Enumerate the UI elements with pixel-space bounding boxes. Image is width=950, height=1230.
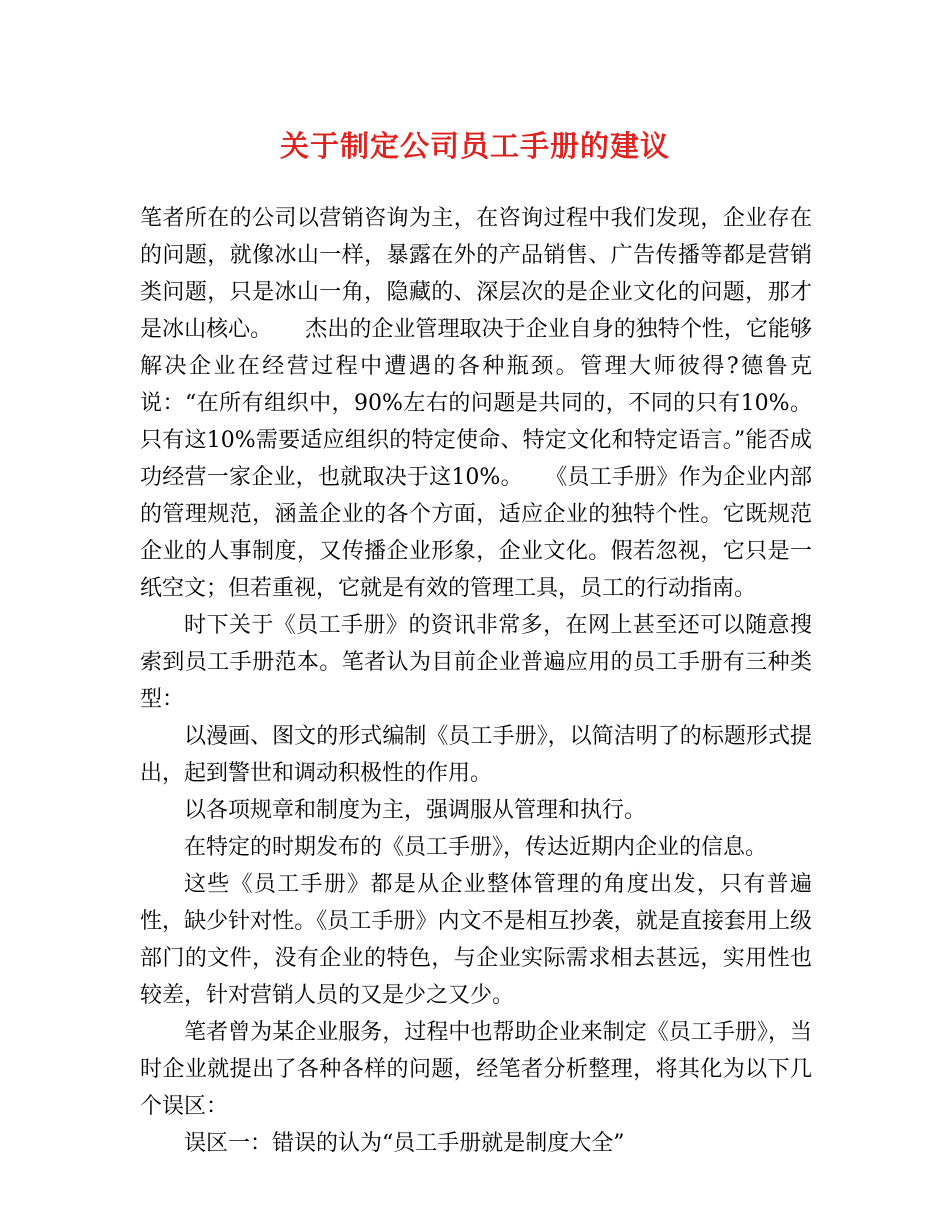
paragraph-experience: 笔者曾为某企业服务，过程中也帮助企业来制定《员工手册》，当时企业就提出了各种各样的问题，经笔者分析整理，将其化为以下几个误区： [140, 1020, 812, 1119]
paragraph-type-one: 以漫画、图文的形式编制《员工手册》，以简洁明了的标题形式提出，起到警世和调动积极性的作用。 [140, 724, 812, 786]
paragraph-type-two: 以各项规章和制度为主，强调服从管理和执行。 [184, 798, 647, 823]
paragraph-current-info: 时下关于《员工手册》的资讯非常多，在网上甚至还可以随意搜索到员工手册范本。笔者认为目前企业普遍应用的员工手册有三种类型： [140, 613, 812, 712]
paragraph-type-three: 在特定的时期发布的《员工手册》，传达近期内企业的信息。 [184, 835, 768, 860]
document-title: 关于制定公司员工手册的建议 [279, 129, 670, 163]
paragraph-misconception-one: 误区一：错误的认为“员工手册就是制度大全” [184, 1131, 625, 1156]
paragraph-intro: 笔者所在的公司以营销咨询为主，在咨询过程中我们发现，企业存在的问题，就像冰山一样，暴露在外的产品销售、广告传播等都是营销类问题，只是冰山一角，隐藏的、深层次的是企业文化的问题，那才是冰山核心。 杰出的企业管理取决于企业自身的独特个性，它能够解决企业在经营过程中遭遇的各种瓶颈。管理大师彼得?德鲁克说：“在所有组织中，90%左右的问题是共同的，不同的只有10%。只有这10%需要适应组织的特定使命、特定文化和特定语言。”能否成功经营一家企业，也就取决于这10%。 《员工手册》作为企业内部的管理规范，涵盖企业的各个方面，适应企业的独特个性。它既规范企业的人事制度，又传播企业形象，企业文化。假若忽视，它只是一纸空文；但若重视，它就是有效的管理工具，员工的行动指南。 [140, 206, 812, 601]
paragraph-critique: 这些《员工手册》都是从企业整体管理的角度出发，只有普遍性，缺少针对性。《员工手册》内文不是相互抄袭，就是直接套用上级部门的文件，没有企业的特色，与企业实际需求相去甚远，实用性也较差，针对营销人员的又是少之又少。 [140, 872, 812, 1008]
document-body [140, 200, 812, 1162]
